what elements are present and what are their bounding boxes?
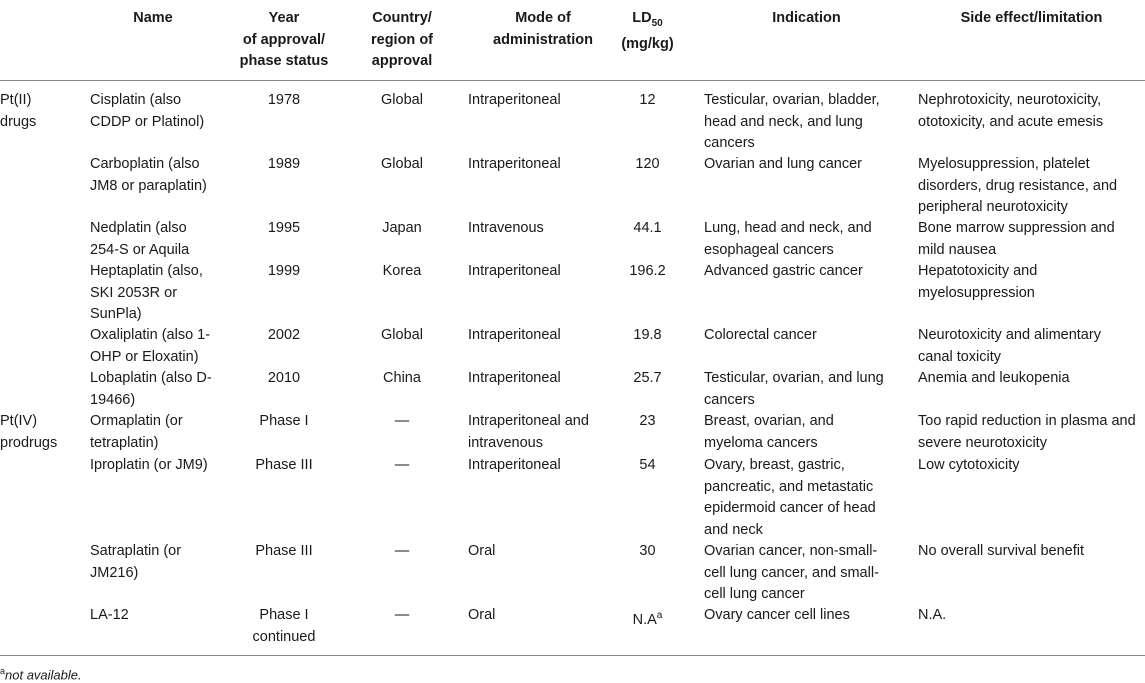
- cell-side-effect: Low cytotoxicity: [918, 457, 1020, 473]
- cell-mode: Intraperitoneal: [468, 92, 561, 108]
- header-year: Year of approval/ phase status: [239, 10, 329, 69]
- cell-name: Lobaplatin (also D- 19466): [90, 370, 212, 408]
- cell-indication: Testicular, ovarian, and lung cancers: [704, 370, 884, 408]
- cell-name: Nedplatin (also 254-S or Aquila: [90, 220, 190, 258]
- header-indication: Indication: [772, 10, 841, 26]
- cell-country: —: [394, 543, 410, 559]
- cell-side-effect: Myelosuppression, platelet disorders, drug resistance, and peripheral neurotoxicity: [918, 156, 1118, 215]
- cell-name: Cisplatin (also CDDP or Platinol): [90, 92, 205, 130]
- cell-mode: Oral: [468, 543, 496, 559]
- cell-mode: Intravenous: [468, 220, 544, 236]
- cell-ld50: 12: [639, 92, 656, 108]
- cell-country: Global: [381, 92, 423, 108]
- cell-ld50: 23: [639, 413, 656, 429]
- header-mode: Mode of administration: [493, 10, 593, 48]
- cell-year: Phase I continued: [252, 607, 316, 645]
- table-bottom-rule: [0, 655, 1145, 656]
- cell-year: 2010: [267, 370, 301, 386]
- cell-name: Heptaplatin (also, SKI 2053R or SunPla): [90, 263, 203, 322]
- cell-indication: Breast, ovarian, and myeloma cancers: [704, 413, 834, 451]
- cell-year: 1995: [267, 220, 301, 236]
- cell-ld50: 25.7: [633, 370, 662, 386]
- cell-country: —: [394, 457, 410, 473]
- cell-ld50: 30: [639, 543, 656, 559]
- group-label-pt2: Pt(II) drugs: [0, 92, 37, 130]
- cell-country: Global: [381, 156, 423, 172]
- cell-mode: Intraperitoneal: [468, 156, 561, 172]
- cell-name: Satraplatin (or JM216): [90, 543, 182, 581]
- cell-name: Iproplatin (or JM9): [90, 457, 208, 473]
- header-ld50: $LD_{50}$ (mg/kg): [621, 10, 674, 53]
- cell-side-effect: No overall survival benefit: [918, 543, 1085, 559]
- cell-ld50: 44.1: [633, 220, 662, 236]
- cell-ld50: 19.8: [633, 327, 662, 343]
- cell-indication: Colorectal cancer: [704, 327, 817, 343]
- cell-country: —: [394, 607, 410, 623]
- cell-name: Carboplatin (also JM8 or paraplatin): [90, 156, 207, 194]
- cell-indication: Lung, head and neck, and esophageal cancers: [704, 220, 872, 258]
- cell-side-effect: Hepatotoxicity and myelosuppression: [918, 263, 1038, 301]
- cell-side-effect: Nephrotoxicity, neurotoxicity, ototoxicity, and acute emesis: [918, 92, 1104, 130]
- cell-name: LA-12: [90, 607, 129, 623]
- header-name: Name: [133, 10, 173, 26]
- header-country: Country/ region of approval: [370, 10, 434, 69]
- cell-year: 1989: [267, 156, 301, 172]
- cell-name: Oxaliplatin (also 1- OHP or Eloxatin): [90, 327, 211, 365]
- cell-country: —: [394, 413, 410, 429]
- cell-ld50: 54: [639, 457, 656, 473]
- cell-side-effect: N.A.: [918, 607, 947, 623]
- cell-country: Japan: [382, 220, 422, 236]
- cell-mode: Intraperitoneal: [468, 263, 561, 279]
- cell-side-effect: Too rapid reduction in plasma and severe neurotoxicity: [918, 413, 1136, 451]
- cell-year: Phase III: [255, 457, 313, 473]
- cell-mode: Intraperitoneal and intravenous: [468, 413, 589, 451]
- header-divider: [0, 80, 1145, 81]
- header-side-effect: Side effect/limitation: [960, 10, 1103, 26]
- cell-ld50: 120: [635, 156, 660, 172]
- cell-year: 1999: [267, 263, 301, 279]
- cell-year: 2002: [267, 327, 301, 343]
- footnote: $^a$not available.: [0, 666, 82, 683]
- cell-indication: Advanced gastric cancer: [704, 263, 863, 279]
- cell-year: 1978: [267, 92, 301, 108]
- cell-indication: Ovary cancer cell lines: [704, 607, 850, 623]
- cell-side-effect: Bone marrow suppression and mild nausea: [918, 220, 1115, 258]
- cell-mode: Oral: [468, 607, 496, 623]
- cell-mode: Intraperitoneal: [468, 457, 561, 473]
- cell-indication: Ovarian cancer, non-small- cell lung cancer, and small- cell lung cancer: [704, 543, 879, 602]
- cell-ld50: 196.2: [629, 263, 666, 279]
- cell-year: Phase I: [259, 413, 309, 429]
- cell-indication: Testicular, ovarian, bladder, head and neck, and lung cancers: [704, 92, 880, 151]
- cell-mode: Intraperitoneal: [468, 370, 561, 386]
- cell-mode: Intraperitoneal: [468, 327, 561, 343]
- cell-indication: Ovary, breast, gastric, pancreatic, and metastatic epidermoid cancer of head and neck: [704, 457, 876, 538]
- cell-side-effect: Neurotoxicity and alimentary canal toxicity: [918, 327, 1101, 365]
- group-label-pt4: Pt(IV) prodrugs: [0, 413, 58, 451]
- cell-side-effect: Anemia and leukopenia: [918, 370, 1070, 386]
- cell-country: China: [383, 370, 421, 386]
- cell-indication: Ovarian and lung cancer: [704, 156, 862, 172]
- cell-country: Korea: [382, 263, 422, 279]
- cell-country: Global: [381, 327, 423, 343]
- cell-name: Ormaplatin (or tetraplatin): [90, 413, 183, 451]
- cell-year: Phase III: [255, 543, 313, 559]
- cell-ld50: $N.A^a$: [632, 610, 663, 628]
